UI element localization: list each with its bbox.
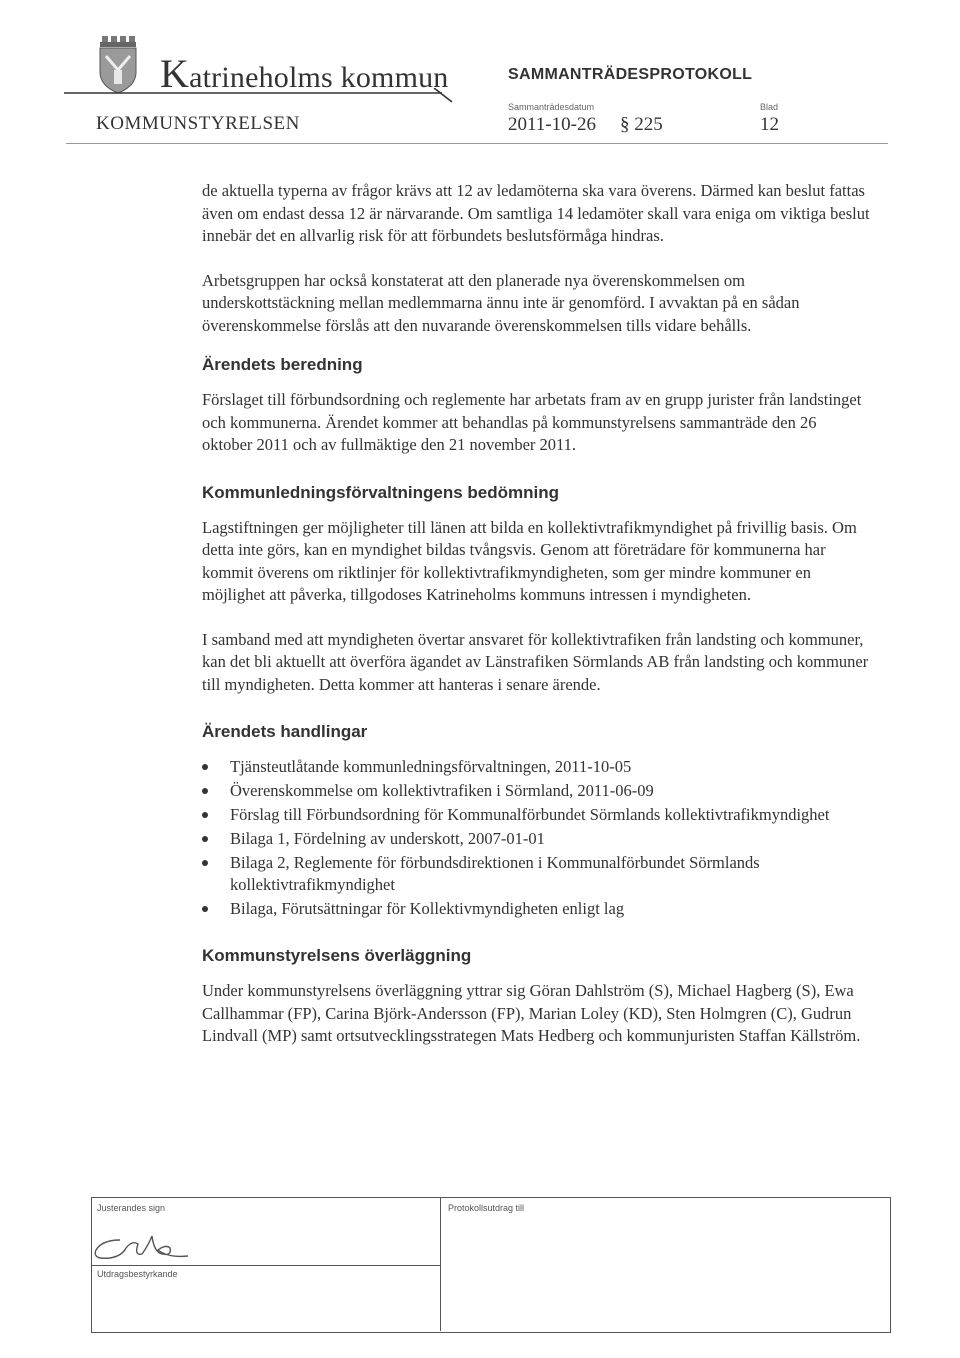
- section-heading-bedomning: Kommunledningsförvaltningens bedömning: [202, 482, 559, 502]
- utdragsbestyrkande-label: Utdragsbestyrkande: [97, 1269, 178, 1279]
- document-header: [0, 0, 960, 150]
- list-item: Förslag till Förbundsordning för Kommunalförbundet Sörmlands kollektivtrafikmyndighet: [202, 804, 870, 826]
- section-heading-handlingar: Ärendets handlingar: [202, 722, 368, 741]
- body-paragraph: Under kommunstyrelsens överläggning yttrar sig Göran Dahlström (S), Michael Hagberg (S), Ewa Callhammar (FP), Carina Björk-Andersson (FP), Marian Loley (KD), Sten Holmgren (C), Gudrun Lindvall (MP) samt ortsutvecklingsstrategen Mats Hedberg och kommunjuristen Staffan Källström.: [202, 981, 861, 1045]
- body-paragraph: I samband med att myndigheten övertar ansvaret för kollektivtrafiken från landsting och kommuner, kan det bli aktuellt att överföra ägandet av Länstrafiken Sörmlands AB från landsting och kommuner till myndigheten. Detta kommer att hanteras i senare ärende.: [202, 629, 869, 694]
- footer-divider: [440, 1198, 441, 1331]
- protokollsutdrag-label: Protokollsutdrag till: [448, 1203, 525, 1213]
- list-item: Bilaga 2, Reglemente för förbundsdirektionen i Kommunalförbundet Sörmlands kollektivtrafikmyndighet: [202, 852, 870, 896]
- signature-footer: [91, 1197, 891, 1333]
- bullet-icon: [202, 836, 208, 842]
- page-label: Blad: [760, 102, 779, 112]
- section-heading-overlaggning: Kommunstyrelsens överläggning: [202, 946, 472, 965]
- meeting-date: 2011-10-26: [508, 114, 596, 135]
- handwritten-signature: [92, 1226, 192, 1268]
- board-name: KOMMUNSTYRELSEN: [96, 113, 300, 134]
- bullet-icon: [202, 860, 208, 866]
- logo-underline: [64, 88, 464, 104]
- page-number: 12: [760, 114, 779, 135]
- list-item: Överenskommelse om kollektivtrafiken i Sörmland, 2011-06-09: [202, 780, 870, 802]
- list-item: Tjänsteutlåtande kommunledningsförvaltningen, 2011-10-05: [202, 756, 870, 778]
- meeting-date-label: Sammanträdesdatum: [508, 102, 595, 112]
- section-heading-beredning: Ärendets beredning: [202, 355, 363, 374]
- documents-list: [202, 756, 870, 920]
- list-item: Bilaga, Förutsättningar för Kollektivmyndigheten enligt lag: [202, 898, 870, 920]
- org-name: Katrineholms kommun: [160, 51, 449, 96]
- bullet-icon: [202, 906, 208, 912]
- header-divider: [66, 143, 888, 144]
- justerandes-sign-label: Justerandes sign: [97, 1203, 166, 1213]
- municipal-crest-icon: [96, 36, 140, 94]
- body-paragraph: Förslaget till förbundsordning och reglemente har arbetats fram av en grupp jurister från landstinget och kommunerna. Ärendet kommer att behandlas på kommunstyrelsens sammanträde den 26 oktober 2011 och av fullmäktige den 21 november 2011.: [202, 390, 862, 454]
- document-body: [202, 180, 870, 1070]
- document-type: SAMMANTRÄDESPROTOKOLL: [508, 66, 753, 83]
- paragraph-number: § 225: [620, 114, 663, 135]
- body-paragraph: Arbetsgruppen har också konstaterat att den planerade nya överenskommelsen om underskottstäckning mellan medlemmarna ännu inte är genomförd. I avvaktan på en sådan överenskommelse förslås att den nuvarande överenskommelsen tills vidare behålls.: [202, 270, 800, 335]
- body-paragraph: de aktuella typerna av frågor krävs att 12 av ledamöterna ska vara överens. Därmed kan beslut fattas även om endast dessa 12 är närvarande. Om samtliga 14 ledamöter skall vara eniga om viktiga beslut innebär det en allvarlig risk för att förbundets beslutsförmåga hindras.: [202, 181, 870, 245]
- list-item: Bilaga 1, Fördelning av underskott, 2007-01-01: [202, 828, 870, 850]
- bullet-icon: [202, 812, 208, 818]
- body-paragraph: Lagstiftningen ger möjligheter till länen att bilda en kollektivtrafikmyndighet på frivillig basis. Om detta inte görs, kan en myndighet bildas tvångsvis. Genom att företrädare för kommunerna har kommit överens om riktlinjer för kollektivtrafikmyndigheten, som ger mindre kommuner en möjlighet att påverka, tillgodoses Katrineholms kommuns intressen i myndigheten.: [202, 517, 857, 604]
- bullet-icon: [202, 788, 208, 794]
- bullet-icon: [202, 764, 208, 770]
